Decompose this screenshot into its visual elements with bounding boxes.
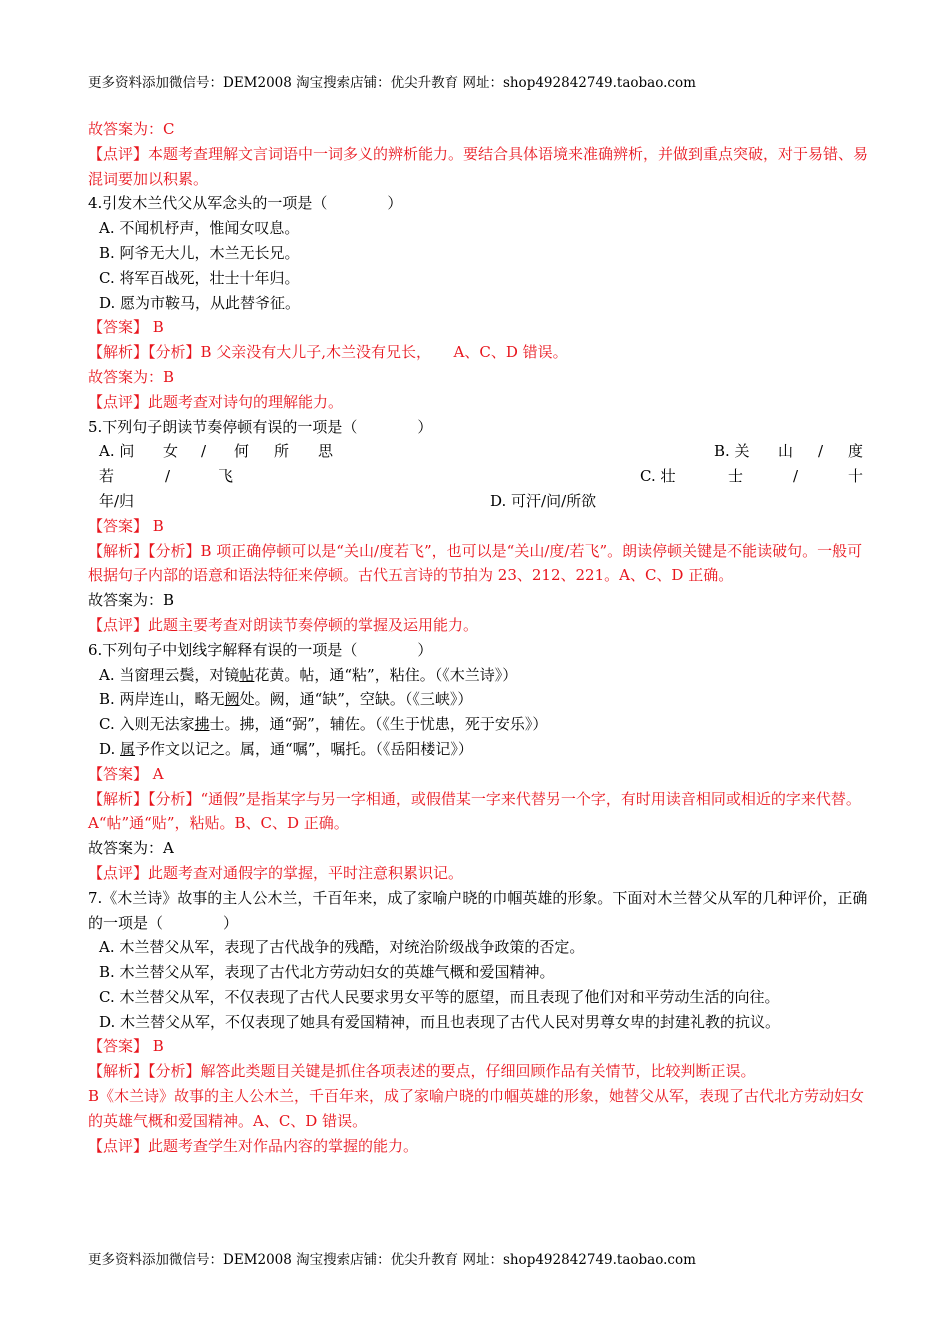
q5-b-2: / — [818, 442, 824, 461]
underlined-char: 阙 — [224, 690, 240, 709]
q5-a-4: 所 — [274, 442, 290, 461]
q4-comment: 【点评】此题考查对诗句的理解能力。 — [88, 392, 344, 411]
q5-a-0: A. 问 — [99, 442, 135, 461]
page-footer: 更多资料添加微信号：DEM2008 淘宝搜索店铺：优尖升教育 网址：shop492842749.taobao.com — [88, 1252, 696, 1268]
q4-answer: 【答案】 B — [88, 318, 164, 337]
q6-analysis-2: A“帖”通“贴”，粘贴。B、C、D 正确。 — [88, 814, 349, 833]
q7-option-c: C. 木兰替父从军，不仅表现了古代人民要求男女平等的愿望，而且表现了他们对和平劳动生活的向往。 — [99, 987, 780, 1006]
q4-final-answer: 故答案为：B — [88, 367, 175, 386]
q5-a-5: 思 — [318, 442, 334, 461]
q5-c-2: / — [793, 467, 799, 486]
q7-option-a: A. 木兰替父从军，表现了古代战争的残酷，对统治阶级战争政策的否定。 — [99, 938, 585, 957]
q7-analysis: 【解析】【分析】解答此类题目关键是抓住各项表述的要点，仔细回顾作品有关情节，比较判断正误。 — [88, 1062, 756, 1081]
underlined-char: 帖 — [239, 665, 255, 684]
underlined-char: 属 — [120, 739, 136, 758]
q7-option-d: D. 木兰替父从军，不仅表现了她具有爱国精神，而且也表现了古代人民对男尊女卑的封建礼教的抗议。 — [99, 1012, 781, 1031]
q5-b-1: 山 — [778, 442, 794, 461]
q4-option-c: C. 将军百战死，壮士十年归。 — [99, 268, 300, 287]
question-6-stem: 6.下列句子中划线字解释有误的一项是（ ） — [88, 640, 433, 659]
q6-analysis: 【解析】【分析】“通假”是指某字与另一字相通，或假借某一字来代替另一个字，有时用读音相同或相近的字来代替。 — [88, 789, 861, 808]
q7-comment: 【点评】此题考查学生对作品内容的掌握的能力。 — [88, 1136, 419, 1155]
q5-a-1: 女 — [163, 442, 179, 461]
q5-b-0: B. 关 — [714, 442, 750, 461]
q5-c2: 年/归 — [99, 491, 135, 510]
page-header: 更多资料添加微信号：DEM2008 淘宝搜索店铺：优尖升教育 网址：shop492842749.taobao.com — [88, 75, 696, 91]
q5-comment: 【点评】此题主要考查对朗读节奏停顿的掌握及运用能力。 — [88, 615, 479, 634]
q5-c-3: 十 — [848, 467, 864, 486]
q6-option-c: C. 入则无法家拂士。拂，通“弼”，辅佐。（《生于忧患，死于安乐》） — [99, 715, 548, 734]
comment: 【点评】本题考查理解文言词语中一词多义的辨析能力。要结合具体语境来准确辨析，并做到重点突破，对于易错、易混词要加以积累。 — [88, 144, 869, 188]
question-5-stem: 5.下列句子朗读节奏停顿有误的一项是（ ） — [88, 417, 433, 436]
q5-c-1: 士 — [728, 467, 744, 486]
q6-option-b: B. 两岸连山，略无阙处。阙，通“缺”，空缺。（《三峡》） — [99, 690, 473, 709]
q7-option-b: B. 木兰替父从军，表现了古代北方劳动妇女的英雄气概和爱国精神。 — [99, 963, 555, 982]
q5-a-2: / — [201, 442, 207, 461]
question-4-stem: 4.引发木兰代父从军念头的一项是（ ） — [88, 194, 403, 213]
answer-line: 故答案为：C — [88, 120, 175, 138]
q5-final-answer: 故答案为：B — [88, 591, 175, 610]
q6-answer: 【答案】 A — [88, 764, 164, 783]
q6-option-a: A. 当窗理云鬓，对镜帖花黄。帖，通“粘”，粘住。（《木兰诗》） — [99, 665, 518, 684]
q5-c-0: C. 壮 — [640, 467, 676, 486]
q5-d: D. 可汗/问/所欲 — [490, 491, 597, 510]
q5-b-3: 度 — [848, 442, 864, 461]
q5-a-3: 何 — [234, 442, 250, 461]
q5-b2-1: / — [165, 467, 171, 486]
q5-options — [88, 439, 868, 513]
q5-analysis: 【解析】【分析】B 项正确停顿可以是“关山/度若飞”，也可以是“关山/度/若飞”。朗读停顿关键是不能读破句。一般可根据句子内部的语意和语法特征来停顿。古代五言诗的节拍为 23、212、221。A、C、D 正确。 — [88, 541, 863, 585]
q5-answer: 【答案】 B — [88, 516, 164, 535]
q6-comment: 【点评】此题考查对通假字的掌握，平时注意积累识记。 — [88, 863, 464, 882]
question-7-stem: 7.《木兰诗》故事的主人公木兰，千百年来，成了家喻户晓的巾帼英雄的形象。下面对木兰替父从军的几种评价，正确的一项是（ ） — [88, 888, 868, 932]
q4-option-b: B. 阿爷无大儿，木兰无长兄。 — [99, 243, 300, 262]
q5-b2-2: 飞 — [218, 467, 234, 486]
q5-b2-0: 若 — [99, 467, 115, 486]
q7-analysis-2: B《木兰诗》故事的主人公木兰，千百年来，成了家喻户晓的巾帼英雄的形象，她替父从军，表现了古代北方劳动妇女的英雄气概和爱国精神。A、C、D 错误。 — [88, 1087, 865, 1130]
q4-option-d: D. 愿为市鞍马，从此替爷征。 — [99, 293, 301, 312]
q6-option-d: D. 属予作文以记之。属，通“嘱”，嘱托。（《岳阳楼记》） — [99, 739, 473, 758]
q7-answer: 【答案】 B — [88, 1037, 164, 1056]
q6-final-answer: 故答案为：A — [88, 839, 174, 858]
q4-analysis: 【解析】【分析】B 父亲没有大儿子,木兰没有兄长， A、C、D 错误。 — [88, 343, 568, 362]
q4-option-a: A. 不闻机杼声，惟闻女叹息。 — [99, 219, 300, 238]
page-content — [88, 117, 868, 1158]
underlined-char: 拂 — [194, 715, 210, 734]
